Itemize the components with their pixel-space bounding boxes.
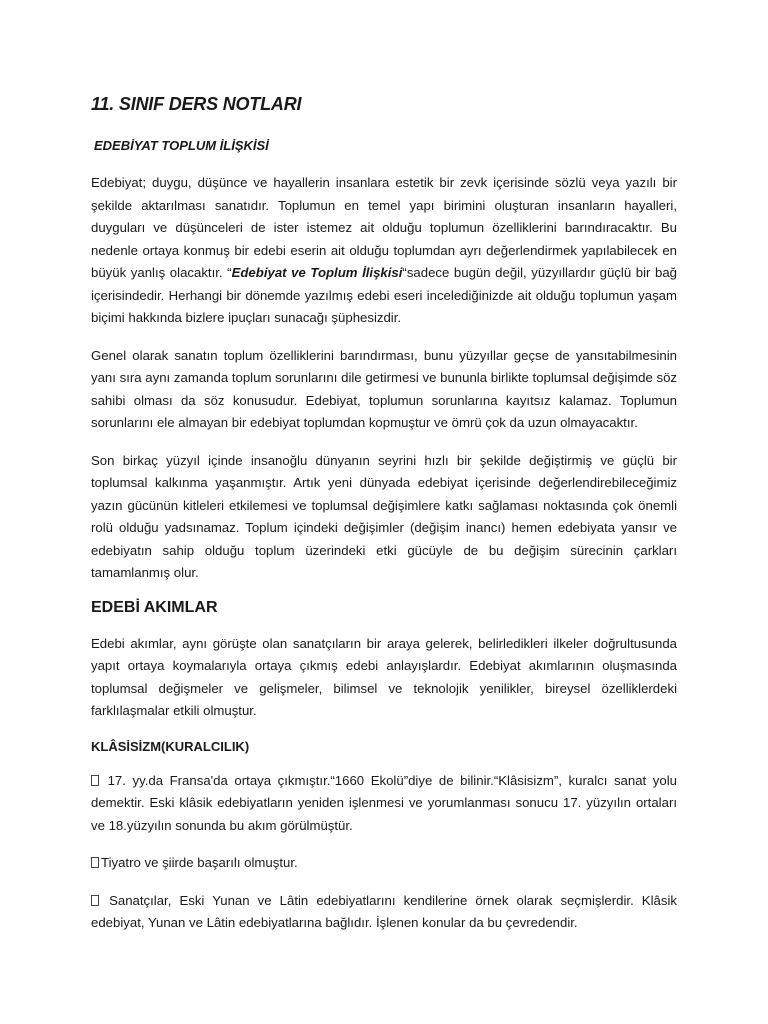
page-title: 11. SINIF DERS NOTLARI (91, 94, 302, 114)
section-subtitle: EDEBİYAT TOPLUM İLİŞKİSİ (94, 138, 269, 153)
bullet-text: Tiyatro ve şiirde başarılı olmuştur. (101, 855, 298, 870)
paragraph-1-text-b: “sadece bugün değil, yüzyıllardır güçlü bir bağ içerisindedir. Herhangi bir dönemde yazılmış edebi eseri incelediğinizde ait olduğu toplumun yaşam biçimi hakkında bizlere ipuçları sunacağı şüphesizdir. (91, 265, 677, 325)
paragraph-1 (91, 172, 677, 330)
paragraph-1-text-a: Edebiyat; duygu, düşünce ve hayallerin insanlara estetik bir zevk içerisinde sözlü veya yazılı bir şekilde aktarılması sanatıdır. Toplumun en temel yapı birimini oluşturan insanların hayalleri, duyguları ve düşünceleri de ister istemez ait olduğu toplumun özelliklerini barındıracaktır. Bu nedenle ortaya konmuş bir edebi eserin ait olduğu toplumdan ayrı değerlendirmek yapılabilecek en büyük yanlış olacaktır. “ (91, 175, 677, 280)
paragraph-1-emphasis: Edebiyat ve Toplum İlişkisi (231, 265, 403, 280)
bullet-item (91, 852, 677, 875)
paragraph-2: Genel olarak sanatın toplum özelliklerini barındırması, bunu yüzyıllar geçse de yansıtabilmesinin yanı sıra aynı zamanda toplum sorunlarını dile getirmesi ve bununla birlikte toplumsal değişimde söz sahibi olması da söz konusudur. Edebiyat, toplumun sorunlarına kayıtsız kalamaz. Toplumun sorunlarını ele almayan bir edebiyat toplumdan kopmuştur ve ömrü çok da uzun olmayacaktır. (91, 347, 677, 430)
paragraph-4: Edebi akımlar, aynı görüşte olan sanatçıların bir araya gelerek, belirledikleri ilkeler doğrultusunda yapıt ortaya koymalarıyla ortaya çıkmış edebi anlayışlardır. Edebiyat akımlarının oluşmasında toplumsal değişmeler ve gelişmeler, bilimsel ve teknolojik yenilikler, bireysel özelliklerdeki farklılaşmalar etkili olmuştur. (91, 635, 677, 718)
bullet-text: Sanatçılar, Eski Yunan ve Lâtin edebiyatlarını kendilerine örnek olarak seçmişlerdir. Klâsik edebiyat, Yunan ve Lâtin edebiyatlarına bağlıdır. İşlenen konular da bu çevredendir. (91, 892, 677, 930)
bullet-box-icon (91, 895, 99, 906)
bullet-item (91, 770, 677, 838)
paragraph-3: Son birkaç yüzyıl içinde insanoğlu dünyanın seyrini hızlı bir şekilde değiştirmiş ve güçlü bir toplumsal kalkınma yaşanmıştır. Artık yeni dünyada edebiyat içerisinde değerlendirebileceğimiz yazın gücünün kitleleri etkilemesi ve toplumsal değişimlere katkı sağlaması noktasında çok önemli rolü olduğu yadsınamaz. Toplum içindeki değişimler (değişim inancı) hemen edebiyata yansır ve edebiyatın sahip olduğu toplum üzerindeki etki gücüyle de bu değişim sürecinin çarkları tamamlanmış olur. (91, 452, 677, 580)
bullet-item (91, 890, 677, 935)
document-page (91, 92, 677, 950)
subsection-heading: KLÂSİSİZM(KURALCILIK) (91, 738, 250, 754)
bullet-text: 17. yy.da Fransa'da ortaya çıkmıştır.“1660 Ekolü”diye de bilinir.“Klâsisizm”, kuralcı sanat yolu demektir. Eski klâsik edebiyatların yeniden işlenmesi ve yorumlanması sonucu 17. yüzyılın ortaları ve 18.yüzyılın sonunda bu akım görülmüştür. (91, 772, 677, 833)
bullet-box-icon (91, 857, 99, 868)
section-heading: EDEBİ AKIMLAR (91, 598, 218, 616)
bullet-box-icon (91, 775, 99, 786)
